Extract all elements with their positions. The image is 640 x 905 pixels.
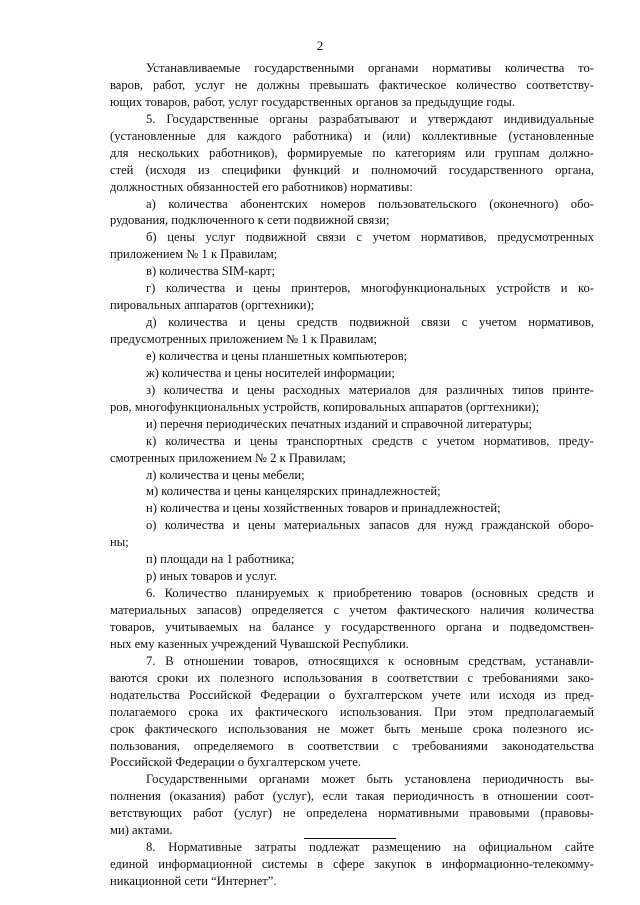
text-line: 5. Государственные органы разрабатывают и утверждают индивидуальные (146, 111, 594, 126)
text-line: л) количества и цены мебели; (146, 467, 305, 482)
text-line: Государственными органами может быть установлена периодичность вы- (146, 772, 594, 787)
text-line: смотренных приложением № 2 к Правилам; (110, 450, 346, 465)
text-line: н) количества и цены хозяйственных товаров и принадлежностей; (146, 501, 501, 516)
text-line: к) количества и цены транспортных средств с учетом нормативов, преду- (146, 433, 594, 448)
text-line: единой информационной системы в сфере закупок в информационно-телекомму- (110, 857, 594, 872)
text-line: рудования, подключенного к сети подвижной связи; (110, 213, 390, 228)
end-separator-line (304, 838, 396, 839)
text-line: материальных запасов) определяется с учетом фактического наличия количества (110, 603, 594, 617)
text-line: (установленные для каждого работника) и (или) коллективные (установленные (110, 128, 594, 143)
text-line: ж) количества и цены носителей информации; (146, 365, 395, 380)
text-line: должностных обязанностей его работников) нормативы: (110, 179, 413, 194)
text-line: срок фактического использования не может быть меньше срока полезного ис- (110, 721, 594, 736)
text-line: никационной сети “Интернет”. (110, 874, 277, 888)
text-line: 7. В отношении товаров, относящихся к основным средствам, устанавли- (146, 653, 594, 668)
text-line: п) площади на 1 работника; (146, 552, 295, 567)
text-line: о) количества и цены материальных запасов для нужд гражданской оборо- (146, 518, 594, 533)
text-line: пользования, определяемого в соответствии с требованиями законодательства (110, 738, 594, 753)
text-line: стей (исходя из специфики функций и полномочий государственного органа, (110, 162, 594, 177)
text-line: ны; (110, 535, 129, 550)
text-line: приложением № 1 к Правилам; (110, 247, 278, 262)
text-line: полнения (оказания) работ (услуг), если такая периодичность в отношении соот- (110, 789, 594, 804)
text-line: Российской Федерации о бухгалтерском учете. (110, 755, 362, 770)
text-line: ров, многофункциональных устройств, копировальных аппаратов (оргтехники); (110, 399, 540, 414)
text-line: Устанавливаемые государственными органами нормативы количества то- (146, 61, 594, 75)
text-line: для нескольких работников), формируемые по категориям или группам должно- (110, 145, 594, 160)
page-number: 2 (316, 38, 324, 53)
text-line: з) количества и цены расходных материалов для различных типов принте- (146, 382, 594, 397)
text-line: ваются сроки их полезного использования в соответствии с требованиями зако- (110, 670, 594, 685)
text-line: 6. Количество планируемых к приобретению товаров (основных средств и (146, 586, 594, 601)
text-line: пировальных аппаратов (оргтехники); (110, 298, 315, 313)
text-line: и) перечня периодических печатных изданий и справочной литературы; (146, 416, 532, 431)
text-line: р) иных товаров и услуг. (146, 569, 277, 584)
text-line: нодательства Российской Федерации о бухгалтерском учете или исходя из пред- (110, 687, 594, 702)
text-line: ветствующих работ (услуг) не определена нормативными правовыми (правовы- (110, 806, 594, 821)
text-line: м) количества и цены канцелярских принадлежностей; (146, 484, 441, 499)
text-line: ных ему казенных учреждений Чувашской Республики. (110, 636, 409, 651)
text-line: полагаемого срока их фактического использования. При этом предполагаемый (110, 704, 594, 719)
text-line: предусмотренных приложением № 1 к Правилам; (110, 332, 378, 346)
text-line: б) цены услуг подвижной связи с учетом нормативов, предусмотренных (146, 230, 594, 245)
text-line: г) количества и цены принтеров, многофункциональных устройств и ко- (146, 281, 594, 296)
text-line: варов, работ, услуг не должны превышать фактическое количество соответству- (110, 77, 594, 92)
text-line: д) количества и цены средств подвижной связи с учетом нормативов, (146, 315, 594, 330)
text-line: ющих товаров, работ, услуг государственных органов за предыдущие годы. (110, 94, 516, 109)
text-line: 8. Нормативные затраты подлежат размещению на официальном сайте (146, 840, 594, 855)
text-line: а) количества абонентских номеров пользовательского (оконечного) обо- (146, 196, 594, 211)
document-body (110, 60, 594, 890)
text-line: е) количества и цены планшетных компьютеров; (146, 348, 408, 363)
text-line: ми) актами. (110, 823, 173, 838)
text-line: товаров, учитываемых на балансе у государственного органа и подведомствен- (110, 619, 594, 634)
text-line: в) количества SIM-карт; (146, 264, 276, 279)
